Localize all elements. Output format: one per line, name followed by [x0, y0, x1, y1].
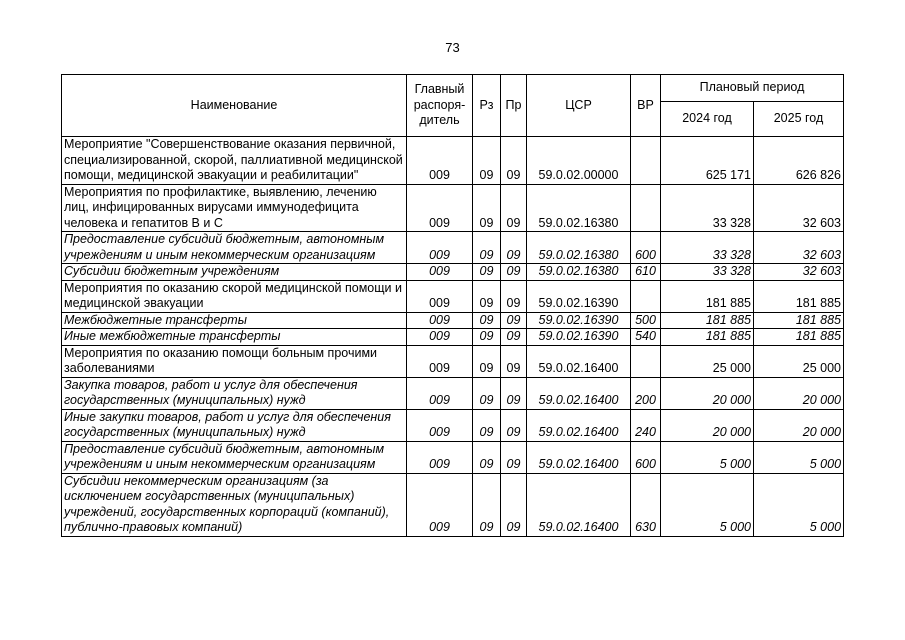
cell-name: Мероприятия по профилактике, выявлению, лечению лиц, инфицированных вирусами иммунодефицита человека и гепатитов В и С — [62, 184, 407, 232]
cell-vr — [631, 280, 661, 312]
table-row — [62, 184, 844, 232]
cell-vr: 600 — [631, 441, 661, 473]
cell-name: Мероприятия по оказанию скорой медицинской помощи и медицинской эвакуации — [62, 280, 407, 312]
cell-2025: 20 000 — [754, 409, 844, 441]
table-body — [62, 137, 844, 537]
page-number: 73 — [445, 40, 460, 55]
cell-2024: 25 000 — [661, 345, 754, 377]
cell-gr: 009 — [407, 280, 473, 312]
cell-2024: 20 000 — [661, 409, 754, 441]
budget-table — [61, 74, 844, 537]
table-row — [62, 137, 844, 185]
cell-name: Субсидии некоммерческим организациям (за исключением государственных (муниципальных) учреждений, государственных корпораций (компаний), публично-правовых компаний) — [62, 473, 407, 536]
cell-csr: 59.0.02.16400 — [527, 441, 631, 473]
cell-2024: 181 885 — [661, 280, 754, 312]
cell-name: Субсидии бюджетным учреждениям — [62, 264, 407, 281]
cell-name: Предоставление субсидий бюджетным, автономным учреждениям и иным некоммерческим организациям — [62, 441, 407, 473]
cell-rz: 09 — [473, 345, 501, 377]
table-row — [62, 329, 844, 346]
table-row — [62, 473, 844, 536]
cell-pr: 09 — [501, 232, 527, 264]
cell-csr: 59.0.02.16380 — [527, 264, 631, 281]
cell-vr: 610 — [631, 264, 661, 281]
cell-vr — [631, 137, 661, 185]
cell-rz: 09 — [473, 329, 501, 346]
cell-csr: 59.0.02.00000 — [527, 137, 631, 185]
cell-2025: 25 000 — [754, 345, 844, 377]
cell-pr: 09 — [501, 264, 527, 281]
cell-rz: 09 — [473, 441, 501, 473]
cell-rz: 09 — [473, 137, 501, 185]
cell-gr: 009 — [407, 137, 473, 185]
cell-vr: 500 — [631, 312, 661, 329]
header-vr: ВР — [631, 75, 661, 137]
table-row — [62, 312, 844, 329]
header-row — [62, 75, 844, 102]
header-planned-period: Плановый период — [661, 75, 844, 102]
table-row — [62, 441, 844, 473]
cell-gr: 009 — [407, 312, 473, 329]
cell-vr: 200 — [631, 377, 661, 409]
cell-name: Предоставление субсидий бюджетным, автономным учреждениям и иным некоммерческим организациям — [62, 232, 407, 264]
cell-2025: 32 603 — [754, 232, 844, 264]
cell-rz: 09 — [473, 473, 501, 536]
cell-rz: 09 — [473, 184, 501, 232]
table-row — [62, 377, 844, 409]
cell-vr: 240 — [631, 409, 661, 441]
table-row — [62, 264, 844, 281]
cell-2025: 181 885 — [754, 329, 844, 346]
cell-gr: 009 — [407, 184, 473, 232]
cell-gr: 009 — [407, 232, 473, 264]
cell-2025: 32 603 — [754, 264, 844, 281]
cell-pr: 09 — [501, 280, 527, 312]
cell-rz: 09 — [473, 280, 501, 312]
cell-name: Мероприятия по оказанию помощи больным прочими заболеваниями — [62, 345, 407, 377]
cell-vr: 600 — [631, 232, 661, 264]
cell-2025: 32 603 — [754, 184, 844, 232]
table-row — [62, 280, 844, 312]
cell-csr: 59.0.02.16400 — [527, 409, 631, 441]
cell-csr: 59.0.02.16400 — [527, 345, 631, 377]
cell-2024: 5 000 — [661, 441, 754, 473]
cell-2024: 181 885 — [661, 312, 754, 329]
cell-2025: 181 885 — [754, 312, 844, 329]
cell-2025: 5 000 — [754, 441, 844, 473]
cell-pr: 09 — [501, 137, 527, 185]
cell-pr: 09 — [501, 377, 527, 409]
cell-name: Закупка товаров, работ и услуг для обеспечения государственных (муниципальных) нужд — [62, 377, 407, 409]
cell-name: Мероприятие "Совершенствование оказания первичной, специализированной, скорой, паллиативной медицинской помощи, медицинской эвакуации и реабилитации" — [62, 137, 407, 185]
header-gr: Главный распоря-дитель — [407, 75, 473, 137]
cell-2024: 33 328 — [661, 264, 754, 281]
cell-pr: 09 — [501, 409, 527, 441]
cell-csr: 59.0.02.16380 — [527, 184, 631, 232]
cell-csr: 59.0.02.16400 — [527, 473, 631, 536]
cell-gr: 009 — [407, 329, 473, 346]
cell-name: Иные межбюджетные трансферты — [62, 329, 407, 346]
cell-rz: 09 — [473, 264, 501, 281]
cell-csr: 59.0.02.16390 — [527, 329, 631, 346]
cell-gr: 009 — [407, 377, 473, 409]
cell-vr: 630 — [631, 473, 661, 536]
table-row — [62, 345, 844, 377]
cell-pr: 09 — [501, 329, 527, 346]
header-csr: ЦСР — [527, 75, 631, 137]
cell-vr — [631, 345, 661, 377]
table-row — [62, 232, 844, 264]
cell-pr: 09 — [501, 184, 527, 232]
cell-csr: 59.0.02.16380 — [527, 232, 631, 264]
cell-rz: 09 — [473, 377, 501, 409]
cell-csr: 59.0.02.16400 — [527, 377, 631, 409]
cell-2025: 181 885 — [754, 280, 844, 312]
header-name: Наименование — [62, 75, 407, 137]
cell-2025: 5 000 — [754, 473, 844, 536]
cell-2024: 5 000 — [661, 473, 754, 536]
cell-name: Межбюджетные трансферты — [62, 312, 407, 329]
cell-gr: 009 — [407, 441, 473, 473]
cell-pr: 09 — [501, 345, 527, 377]
cell-rz: 09 — [473, 409, 501, 441]
cell-pr: 09 — [501, 473, 527, 536]
cell-2024: 625 171 — [661, 137, 754, 185]
cell-vr: 540 — [631, 329, 661, 346]
cell-pr: 09 — [501, 441, 527, 473]
header-pr: Пр — [501, 75, 527, 137]
cell-gr: 009 — [407, 345, 473, 377]
header-rz: Рз — [473, 75, 501, 137]
table-row — [62, 409, 844, 441]
cell-2024: 33 328 — [661, 184, 754, 232]
cell-2024: 181 885 — [661, 329, 754, 346]
cell-gr: 009 — [407, 409, 473, 441]
cell-2024: 20 000 — [661, 377, 754, 409]
cell-name: Иные закупки товаров, работ и услуг для обеспечения государственных (муниципальных) нужд — [62, 409, 407, 441]
cell-2025: 626 826 — [754, 137, 844, 185]
cell-vr — [631, 184, 661, 232]
cell-gr: 009 — [407, 473, 473, 536]
cell-2024: 33 328 — [661, 232, 754, 264]
cell-rz: 09 — [473, 232, 501, 264]
cell-2025: 20 000 — [754, 377, 844, 409]
cell-csr: 59.0.02.16390 — [527, 280, 631, 312]
header-year-2025: 2025 год — [754, 102, 844, 137]
cell-pr: 09 — [501, 312, 527, 329]
header-year-2024: 2024 год — [661, 102, 754, 137]
cell-rz: 09 — [473, 312, 501, 329]
cell-gr: 009 — [407, 264, 473, 281]
cell-csr: 59.0.02.16390 — [527, 312, 631, 329]
